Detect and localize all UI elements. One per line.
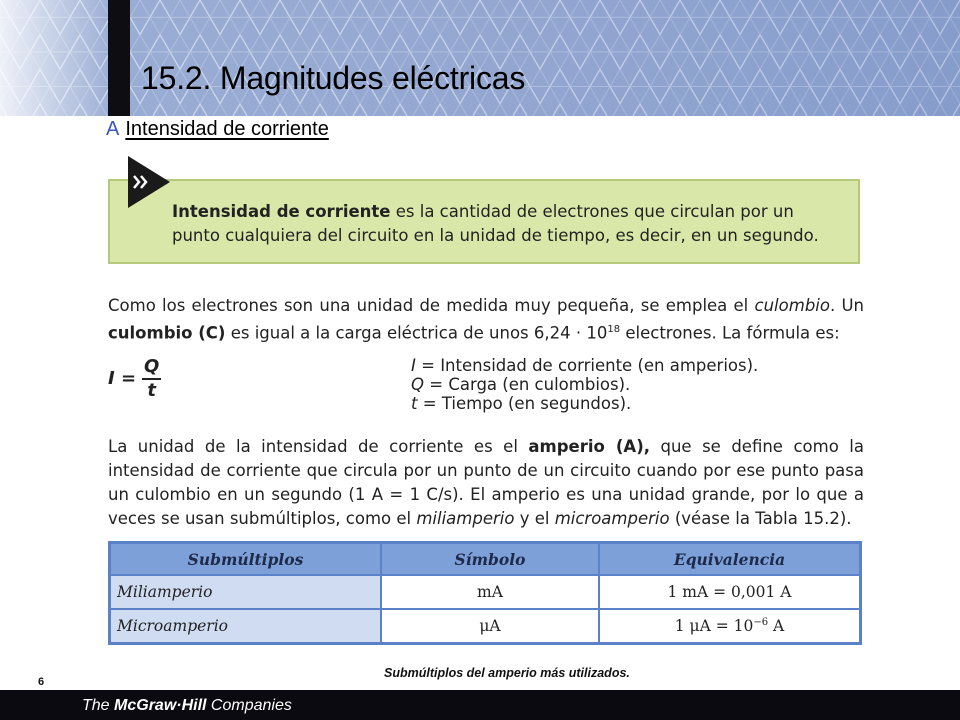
legend-symbol: I (411, 356, 416, 375)
double-arrow-icon (126, 154, 172, 210)
table-cell-symbol: mA (381, 575, 599, 609)
figure-caption: Submúltiplos del amperio más utilizados. (384, 666, 630, 680)
banner-pattern (0, 0, 960, 116)
p1-exponent: 18 (607, 324, 621, 335)
table-cell-name: Miliamperio (110, 575, 382, 609)
definition-term: Intensidad de corriente (172, 202, 391, 221)
table-row (110, 609, 861, 644)
p2-text-3: y el (514, 509, 555, 528)
p1-italic-culombio: culombio (754, 296, 830, 315)
equivalence-text: 1 mA = 0,001 A (667, 583, 792, 601)
definition-text (172, 200, 842, 248)
p2-bold-amperio: amperio (A), (528, 437, 650, 456)
p2-italic-miliamperio: miliamperio (416, 509, 515, 528)
publisher-logo (82, 697, 292, 715)
paragraph-amperio (108, 435, 864, 531)
legend-item (411, 394, 758, 413)
p2-text-1: La unidad de la intensidad de corriente es el (108, 437, 529, 456)
slide-title: 15.2. Magnitudes eléctricas (141, 60, 526, 96)
p1-text-4: electrones. La fórmula es: (620, 323, 840, 343)
header-banner (0, 0, 960, 116)
table-cell-symbol: μA (381, 609, 599, 644)
formula-legend (411, 356, 758, 413)
legend-text: = Intensidad de corriente (en amperios). (415, 356, 759, 375)
legend-item (411, 356, 758, 375)
formula-denominator: t (147, 380, 156, 401)
page-number: 6 (38, 676, 45, 688)
logo-prefix: The (82, 697, 115, 714)
logo-brand: McGraw·Hill (114, 697, 207, 714)
table-cell-name: Microamperio (110, 609, 382, 644)
footer-bar (0, 690, 960, 720)
section-title: Intensidad de corriente (125, 118, 329, 140)
p2-text-4: (véase la Tabla 15.2). (669, 509, 852, 528)
paragraph-culombio (108, 294, 864, 346)
section-heading (106, 118, 329, 141)
legend-symbol: t (411, 394, 418, 413)
section-letter: A (106, 118, 120, 140)
content-image (106, 152, 870, 647)
table-header: Equivalencia (599, 543, 861, 576)
logo-suffix: Companies (206, 697, 292, 714)
table-cell-equivalence (599, 609, 861, 644)
table-header: Submúltiplos (110, 543, 382, 576)
formula (108, 356, 161, 402)
table-header: Símbolo (381, 543, 599, 576)
p1-bold-culombio: culombio (C) (108, 323, 226, 343)
p2-italic-microamperio: microamperio (554, 509, 670, 528)
table-header-row (110, 543, 861, 576)
formula-lhs: I = (108, 368, 137, 389)
submultiples-table (108, 541, 862, 645)
p1-text-1: Como los electrones son una unidad de medida muy pequeña, se emplea el (108, 296, 755, 315)
legend-text: = Carga (en culombios). (424, 375, 631, 394)
p1-text-3: es igual a la carga eléctrica de unos 6,24 · 10 (225, 323, 608, 343)
p2-text-2: que se define como la intensidad de corriente que circula por un punto de un circuito cuando por ese punto pasa un culombio en un segundo (1 A = 1 C/s). El amperio es una unidad grande, por lo que a veces se usan submúltiplos, como el (108, 437, 864, 528)
legend-symbol: Q (411, 375, 424, 394)
definition-body: es la cantidad de electrones que circulan por un punto cualquiera del circuito en la unidad de tiempo, es decir, en un segundo. (172, 202, 819, 245)
banner-accent-bar (108, 0, 130, 116)
equivalence-exponent: −6 (753, 616, 769, 628)
equivalence-unit: A (768, 617, 785, 636)
formula-fraction (142, 356, 161, 402)
p1-text-2: . Un (829, 296, 864, 315)
formula-numerator: Q (142, 356, 161, 380)
table-row (110, 575, 861, 609)
table-cell-equivalence (599, 575, 861, 609)
legend-text: = Tiempo (en segundos). (417, 394, 632, 413)
equivalence-text: 1 μA = 10 (674, 617, 754, 636)
legend-item (411, 375, 758, 394)
